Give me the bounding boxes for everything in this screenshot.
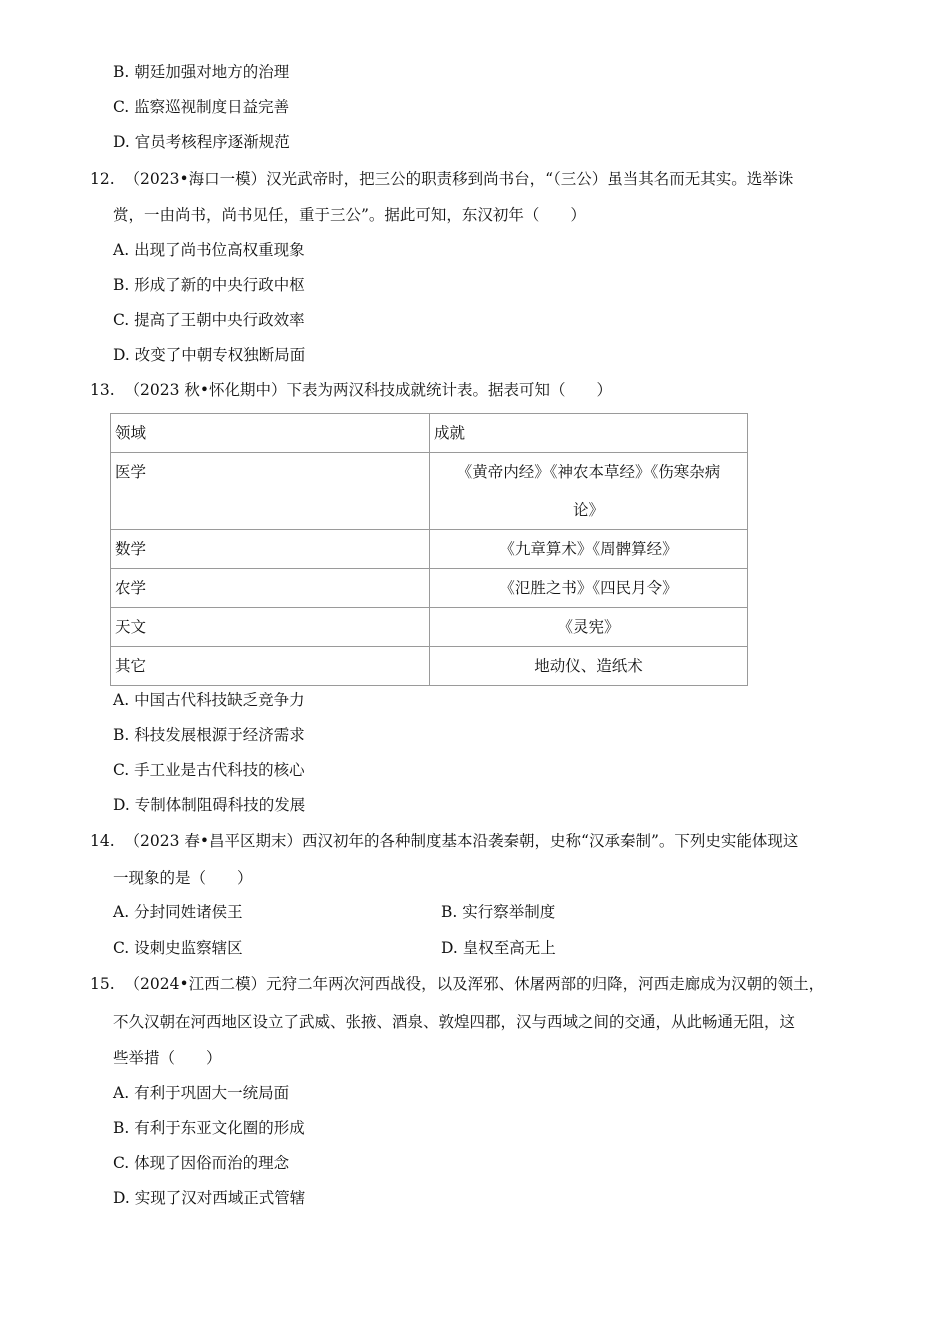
table-cell-field: 医学 [111,453,430,530]
q14-option-b: B. 实行察举制度 [441,903,556,921]
table-cell-field: 天文 [111,608,430,647]
q15-option-a: A. 有利于巩固大一统局面 [113,1084,290,1102]
q15-stem-line1: 15. （2024•江西二模）元狩二年两次河西战役，以及浑邪、休屠两部的归降，河西走廊成为汉朝的领土， [90,975,825,993]
q12-option-a: A. 出现了尚书位高权重现象 [113,241,305,259]
q13-stem-line1: 13. （2023 秋•怀化期中）下表为两汉科技成就统计表。据表可知（ ） [90,381,613,399]
table-header-row [111,414,748,453]
table-cell-achievement: 《氾胜之书》《四民月令》 [430,569,748,608]
q15-option-c: C. 体现了因俗而治的理念 [113,1154,290,1172]
table-cell-achievement: 《九章算术》《周髀算经》 [430,530,748,569]
q15-option-b: B. 有利于东亚文化圈的形成 [113,1119,305,1137]
table-cell-field: 其它 [111,647,430,686]
q13-option-d: D. 专制体制阻碍科技的发展 [113,796,306,814]
table-cell-achievement: 《黄帝内经》《神农本草经》《伤寒杂病 论》 [430,453,748,530]
q12-stem-line1: 12. （2023•海口一模）汉光武帝时，把三公的职责移到尚书台，“（三公）虽当其名而无其实。选举诛 [90,170,794,188]
q11-option-b: B. 朝廷加强对地方的治理 [113,63,290,81]
table-cell-field: 农学 [111,569,430,608]
table-cell-field: 数学 [111,530,430,569]
q12-stem-line2: 赏，一由尚书，尚书见任，重于三公”。据此可知，东汉初年（ ） [113,206,586,224]
table-cell-achievement: 《灵宪》 [430,608,748,647]
q13-option-a: A. 中国古代科技缺乏竞争力 [113,691,305,709]
q14-stem-line2: 一现象的是（ ） [113,869,253,887]
q14-option-d: D. 皇权至高无上 [441,939,556,957]
q12-option-d: D. 改变了中朝专权独断局面 [113,346,306,364]
q15-stem-line2: 不久汉朝在河西地区设立了武威、张掖、酒泉、敦煌四郡，汉与西域之间的交通，从此畅通无阻，这 [113,1013,796,1031]
table-row [111,569,748,608]
q14-option-a: A. 分封同姓诸侯王 [113,903,243,921]
table-row [111,453,748,530]
q12-option-c: C. 提高了王朝中央行政效率 [113,311,305,329]
table-row [111,608,748,647]
q13-option-b: B. 科技发展根源于经济需求 [113,726,305,744]
q14-stem-line1: 14. （2023 春•昌平区期末）西汉初年的各种制度基本沿袭秦朝，史称“汉承秦制”。下列史实能体现这 [90,832,799,850]
achievements-table [110,413,748,686]
q11-option-c: C. 监察巡视制度日益完善 [113,98,290,116]
q13-option-c: C. 手工业是古代科技的核心 [113,761,305,779]
table-row [111,530,748,569]
q15-stem-line3: 些举措（ ） [113,1049,222,1067]
q14-option-c: C. 设刺史监察辖区 [113,939,243,957]
q12-option-b: B. 形成了新的中央行政中枢 [113,276,305,294]
table-row [111,647,748,686]
table-cell-achievement: 地动仪、造纸术 [430,647,748,686]
table-header-field: 领域 [111,414,430,453]
q11-option-d: D. 官员考核程序逐渐规范 [113,133,290,151]
q15-option-d: D. 实现了汉对西域正式管辖 [113,1189,306,1207]
table-header-achievement: 成就 [430,414,748,453]
